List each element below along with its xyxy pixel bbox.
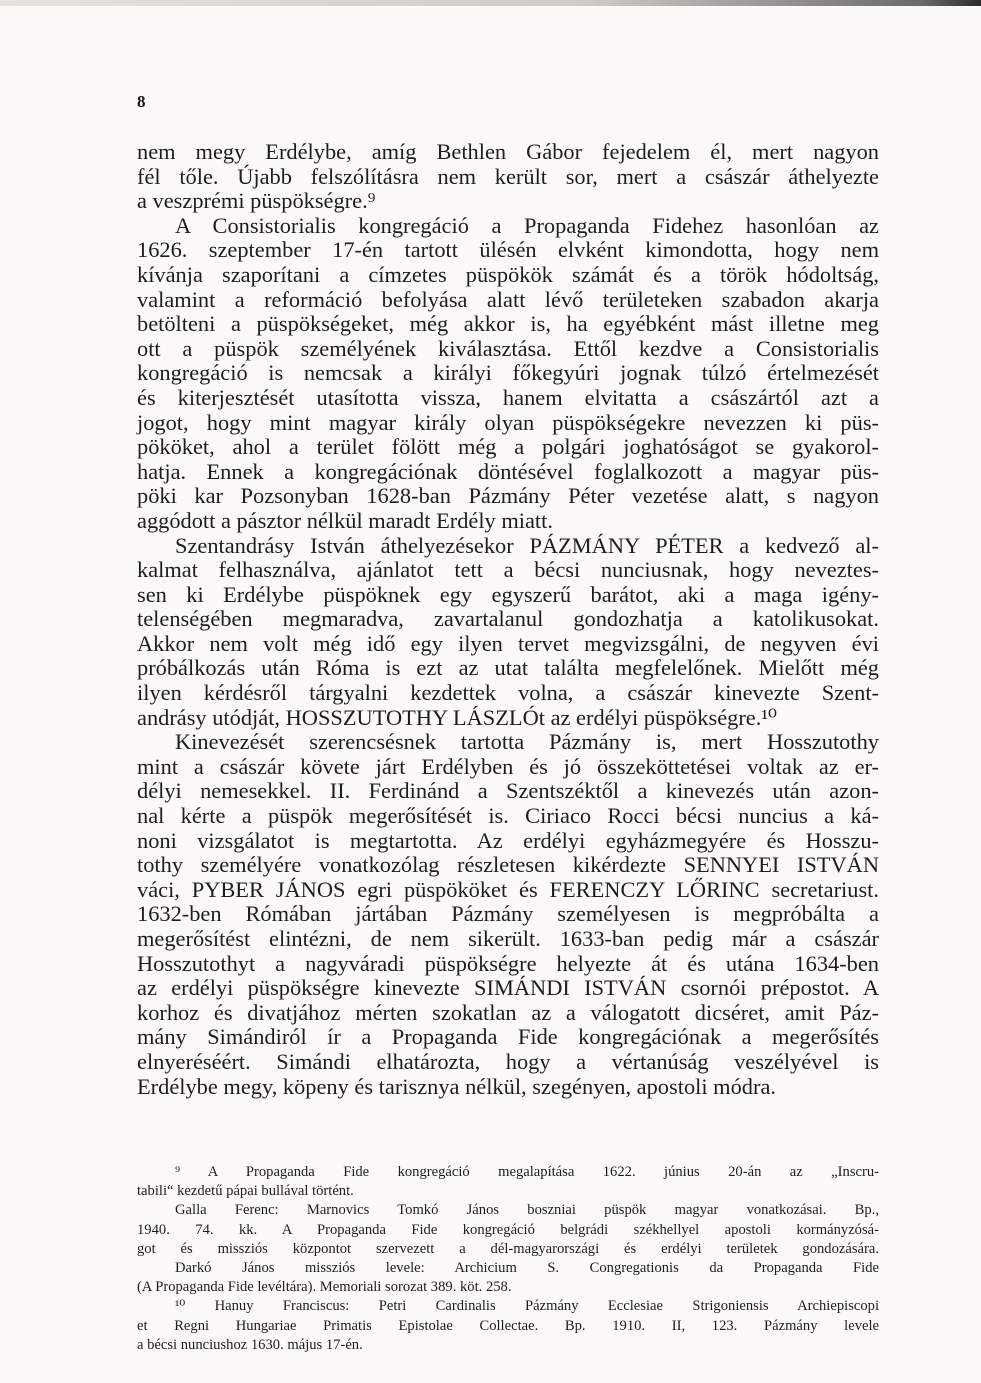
text-line: pöki kar Pozsonyban 1628-ban Pázmány Péter vezetése alatt, s nagyon [137,483,879,509]
text-line: kalmat felhasználva, ajánlatot tett a bécsi nunciusnak, hogy neveztes- [137,557,879,583]
text-line: korhoz és divatjához mérten szokatlan az a válogatott dicséret, amit Páz- [137,999,879,1025]
scan-top-edge [0,0,981,6]
text-line: 1626. szeptember 17-én tartott ülésén elvként kimondotta, hogy nem [137,237,879,263]
text-line: telenségében megmaradva, zavartalanul gondozhatja a katolikusokat. [137,606,879,632]
text-line: elnyeréséért. Simándi elhatározta, hogy a vértanúság veszélyével is [137,1048,879,1074]
text-line: valamint a reformáció befolyása alatt lévő területeken szabadon akarja [137,286,879,312]
text-line: nem megy Erdélybe, amíg Bethlen Gábor fejedelem él, mert nagyon [137,139,879,164]
text-line: noni vizsgálatot is megtartotta. Az erdélyi egyházmegyére és Hosszu- [137,827,879,853]
footnote-line: ¹⁰ Hanuy Franciscus: Petri Cardinalis Pázmány Ecclesiae Strigoniensis Archiepiscopi [175,1298,879,1315]
text-line: az erdélyi püspökségre kinevezte SIMÁNDI ISTVÁN csornói prépostot. A [137,975,879,1001]
text-line: hatja. Ennek a kongregációnak döntésével foglalkozott a magyar püs- [137,458,879,484]
text-line: megerősítést elintézni, de nem sikerült. 1633-ban pedig már a császár [137,926,879,951]
footnote-line: (A Propaganda Fide levéltára). Memoriali sorozat 389. köt. 258. [137,1279,512,1296]
text-line: kongregáció is nemcsak a királyi főkegyúri jognak túlzó értelmezését [137,360,879,386]
text-line: sen ki Erdélybe püspöknek egy egyszerű barátot, aki a maga igény- [137,581,879,607]
text-line: Erdélybe megy, köpeny és tarisznya nélkül, szegényen, apostoli módra. [137,1073,776,1099]
text-line: délyi nemesekkel. II. Ferdinánd a Szentszéktől a kinevezés után azon- [137,778,879,804]
text-line: aggódott a pásztor nélkül maradt Erdély miatt. [137,507,553,533]
text-line: Akkor nem volt még idő egy ilyen tervet megvizsgálni, de negyven évi [137,630,879,656]
text-line: váci, PYBER JÁNOS egri püspököket és FERENCZY LŐRINC secretariust. [137,876,879,902]
text-line: mint a császár követe járt Erdélyben és jó összeköttetései voltak az er- [137,753,879,779]
text-line: a veszprémi püspökségre.⁹ [137,188,376,214]
text-line: Kinevezését szerencsésnek tartotta Pázmány is, mert Hosszutothy [175,729,879,755]
text-line: A Consistorialis kongregáció a Propaganda Fidehez hasonlóan az [175,212,879,238]
text-line: ott a püspök személyének kiválasztása. Ettől kezdve a Consistorialis [137,335,879,361]
footnote-line: et Regni Hungariae Primatis Epistolae Collectae. Bp. 1910. II, 123. Pázmány levele [137,1317,879,1334]
text-line: fél tőle. Újabb felszólításra nem került sor, mert a császár áthelyezte [137,163,879,189]
main-text [137,140,879,1099]
footnote-line: tabili“ kezdetű pápai bullával történt. [137,1183,354,1200]
text-line: kívánja szaporítani a címzetes püspökök számát és a török hódoltság, [137,261,879,287]
footnote-line: Darkó János missziós levele: Archicium S. Congregationis da Propaganda Fide [175,1260,879,1277]
footnotes [137,1163,879,1355]
text-line: Szentandrásy István áthelyezésekor PÁZMÁNY PÉTER a kedvező al- [175,532,879,558]
text-line: 1632-ben Rómában jártában Pázmány személyesen is megpróbálta a [137,901,879,927]
footnote-line: Galla Ferenc: Marnovics Tomkó János boszniai püspök magyar vonatkozásai. Bp., [175,1202,879,1219]
text-line: Hosszutothyt a nagyváradi püspökségre helyezte át és utána 1634-ben [137,950,879,976]
footnote-line: ⁹ A Propaganda Fide kongregáció megalapítása 1622. június 20-án az „Inscru- [175,1164,879,1180]
text-line: betölteni a püspökségeket, még akkor is, ha egyébként mást illetne meg [137,311,879,337]
footnote-line: a bécsi nunciushoz 1630. május 17-én. [137,1336,363,1353]
text-line: ilyen kérdésről tárgyalni kezdettek volna, a császár kinevezte Szent- [137,680,879,706]
text-line: próbálkozás után Róma is ezt az utat találta megfelelőnek. Mielőtt még [137,655,879,681]
text-line: mány Simándiról ír a Propaganda Fide kongregációnak a megerősítés [137,1024,879,1050]
footnote-line: got és missziós központot szervezett a dél-magyarországi és erdélyi területek gondozására. [137,1240,879,1257]
footnote-line: 1940. 74. kk. A Propaganda Fide kongregáció belgrádi székhellyel apostoli kormányzósá- [137,1221,879,1238]
text-line: és kiterjesztését utasította vissza, hanem elvitatta a császártól azt a [137,384,879,410]
text-line: jogot, hogy mint magyar király olyan püspökségekre nevezzen ki püs- [137,409,879,435]
text-line: pököket, ahol a terület fölött még a polgári joghatóságot se gyakorol- [137,434,879,460]
text-line: nal kérte a püspök megerősítését is. Ciriaco Rocci bécsi nuncius a ká- [137,803,879,829]
text-line: andrásy utódját, HOSSZUTOTHY LÁSZLÓt az erdélyi püspökségre.¹⁰ [137,704,778,730]
text-line: tothy személyére vonatkozólag részletesen kikérdezte SENNYEI ISTVÁN [137,852,879,878]
page-number: 8 [137,92,146,111]
